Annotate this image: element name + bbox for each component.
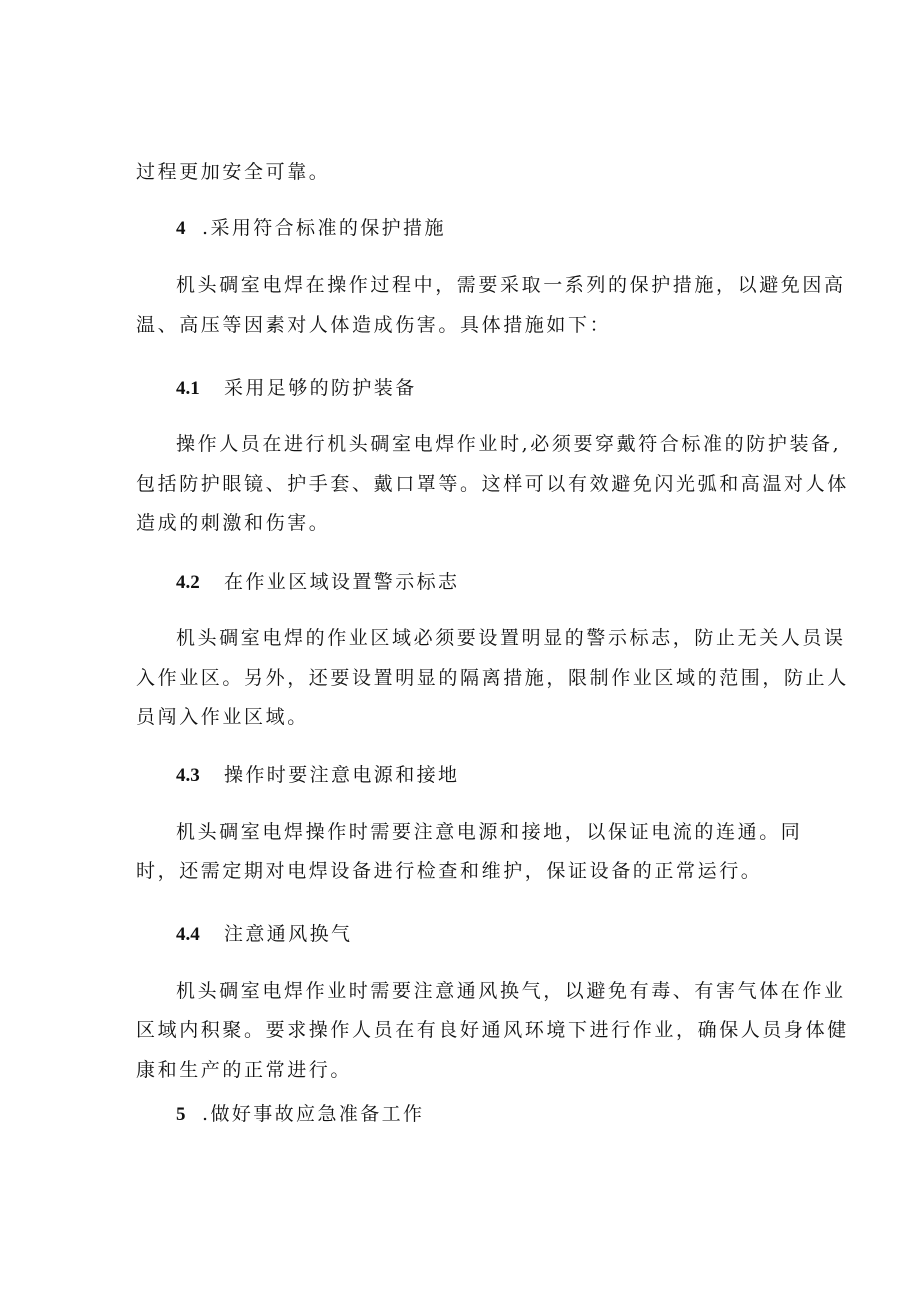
subsection-heading-4-4 (176, 922, 352, 947)
paragraph-line: 时，还需定期对电焊设备进行检查和维护，保证设备的正常运行。 (136, 860, 763, 882)
subsection-title: 操作时要注意电源和接地 (224, 764, 460, 786)
subsection-title: 注意通风换气 (224, 923, 353, 945)
paragraph-line: 员闯入作业区域。 (136, 706, 309, 728)
paragraph-line: 包括防护眼镜、护手套、戴口罩等。这样可以有效避免闪光弧和高温对人体 (136, 473, 849, 495)
subsection-number: 4.1 (176, 378, 200, 399)
paragraph-line: 操作人员在进行机头碉室电焊作业时,必须要穿戴符合标准的防护装备, (176, 433, 842, 455)
subsection-heading-4-1 (176, 376, 417, 401)
paragraph-line: 区域内积聚。要求操作人员在有良好通风环境下进行作业，确保人员身体健 (136, 1019, 849, 1041)
section-heading-4 (176, 216, 446, 241)
section-title: .做好事故应急准备工作 (202, 1103, 425, 1125)
paragraph-line: 机头碉室电焊的作业区域必须要设置明显的警示标志，防止无关人员误 (176, 627, 846, 649)
subsection-heading-4-2 (176, 570, 459, 595)
section-number: 4 (176, 218, 186, 239)
paragraph-line: 过程更加安全可靠。 (136, 161, 331, 183)
paragraph-line: 造成的刺激和伤害。 (136, 512, 331, 534)
paragraph-line: 机头碉室电焊作业时需要注意通风换气，以避免有毒、有害气体在作业 (176, 980, 846, 1002)
section-heading-5 (176, 1102, 424, 1127)
subsection-heading-4-3 (176, 763, 459, 788)
subsection-title: 在作业区域设置警示标志 (224, 571, 460, 593)
subsection-number: 4.2 (176, 572, 200, 593)
paragraph-line: 入作业区。另外，还要设置明显的隔离措施，限制作业区域的范围，防止人 (136, 667, 849, 689)
paragraph-line: 康和生产的正常进行。 (136, 1059, 353, 1081)
paragraph-line: 机头碉室电焊在操作过程中，需要采取一系列的保护措施，以避免因高 (176, 274, 846, 296)
section-number: 5 (176, 1104, 186, 1125)
paragraph-line: 温、高压等因素对人体造成伤害。具体措施如下： (136, 314, 612, 336)
subsection-number: 4.4 (176, 924, 200, 945)
paragraph-line: 机头碉室电焊操作时需要注意电源和接地，以保证电流的连通。同 (176, 821, 803, 843)
subsection-title: 采用足够的防护装备 (224, 377, 417, 399)
section-title: .采用符合标准的保护措施 (202, 217, 446, 239)
subsection-number: 4.3 (176, 765, 200, 786)
